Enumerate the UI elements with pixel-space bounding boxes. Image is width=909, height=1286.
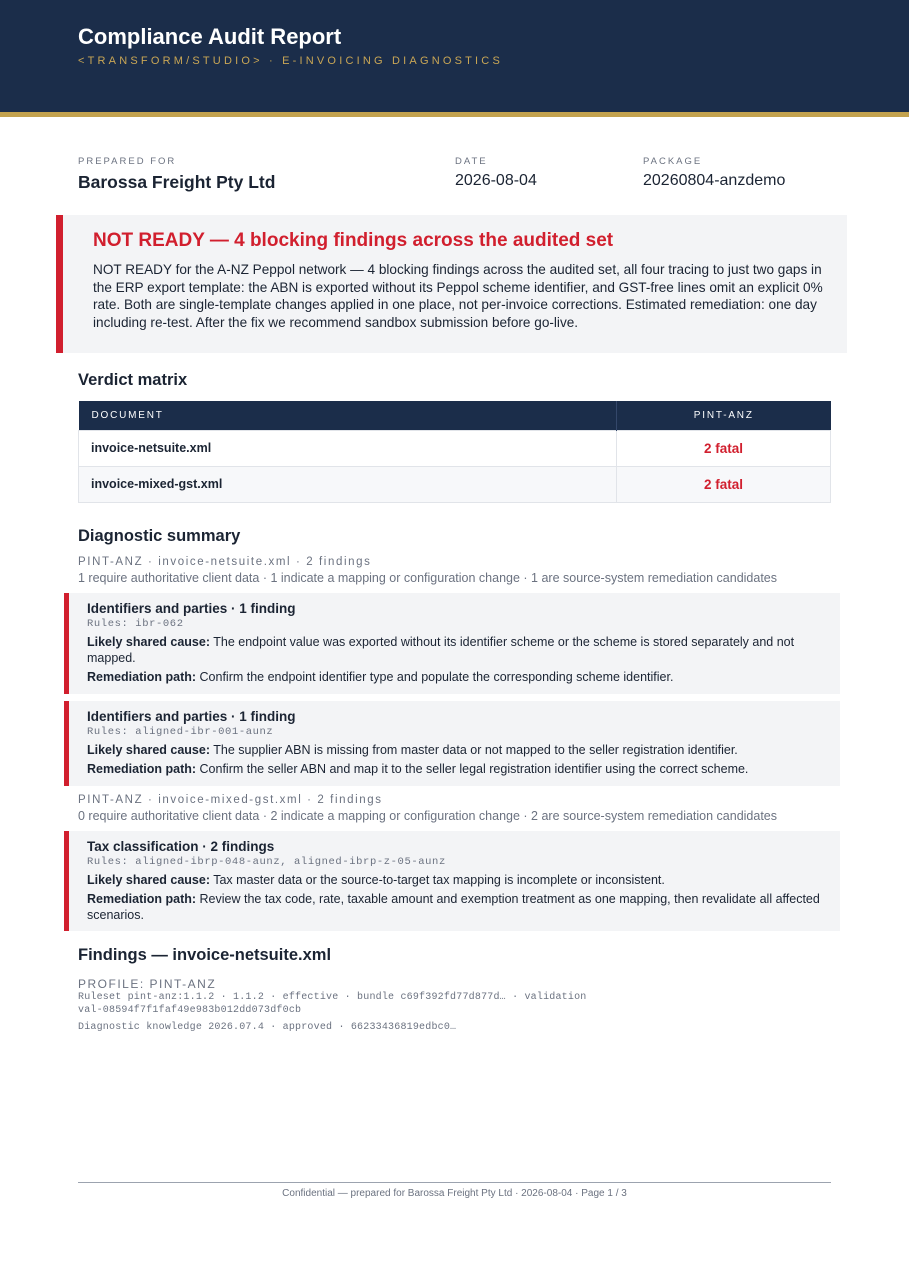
card-title: Tax classification · 2 findings (87, 839, 275, 854)
cause-label: Likely shared cause: (87, 873, 210, 887)
cause-label: Likely shared cause: (87, 635, 210, 649)
cause-text: Tax master data or the source-to-target tax mapping is incomplete or inconsistent. (213, 873, 665, 887)
remediation-text: Confirm the endpoint identifier type and populate the corresponding scheme identifier. (199, 670, 674, 684)
package-label: PACKAGE (643, 156, 703, 167)
card-cause (87, 872, 826, 888)
table-row (79, 466, 831, 502)
cause-label: Likely shared cause: (87, 743, 210, 757)
findings-heading: Findings — invoice-netsuite.xml (78, 946, 332, 964)
card-cause (87, 634, 826, 666)
status-cell: 2 fatal (617, 466, 831, 502)
verdict-text: NOT READY for the A-NZ Peppol network — 4 blocking findings across the audited set, all four tracing to just two gaps in the ERP export template: the ABN is exported without its Peppol scheme identifier, and GST-free lines omit an explicit 0% rate. Both are single-template changes applied in one place, not per-invoice corrections. Estimated remediation: one day including re-test. After the fix we recommend sandbox submission before go-live. (93, 262, 823, 330)
knowledge-line: Diagnostic knowledge 2026.07.4 · approved · 66233436819edbc0… (78, 1022, 457, 1033)
package-id: 20260804-anzdemo (643, 172, 786, 189)
card-remediation (87, 669, 826, 685)
card-remediation (87, 891, 826, 923)
card-cause (87, 742, 826, 758)
status-cell: 2 fatal (617, 430, 831, 466)
remediation-text: Review the tax code, rate, taxable amount and exemption treatment as one mapping, then revalidate all affected scenarios. (87, 892, 820, 922)
document-cell: invoice-mixed-gst.xml (79, 466, 617, 502)
diagnostic-card (64, 831, 840, 931)
date-label: DATE (455, 156, 488, 167)
prepared-for-label: PREPARED FOR (78, 156, 177, 167)
ruleset-line: Ruleset pint-anz:1.1.2 · 1.1.2 · effective · bundle c69f392fd77d877d… · validation (78, 992, 587, 1003)
client-name: Barossa Freight Pty Ltd (78, 172, 276, 192)
remediation-label: Remediation path: (87, 762, 197, 776)
remediation-text: Confirm the seller ABN and map it to the seller legal registration identifier using the correct scheme. (199, 762, 749, 776)
profile-label: PROFILE: PINT-ANZ (78, 977, 217, 991)
table-row (79, 430, 831, 466)
report-title: Compliance Audit Report (78, 24, 342, 49)
verdict-matrix-table (78, 401, 831, 503)
page-footer: Confidential — prepared for Barossa Freight Pty Ltd · 2026-08-04 · Page 1 / 3 (282, 1188, 627, 1199)
report-subtitle: <TRANSFORM/STUDIO> · E-INVOICING DIAGNOSTICS (78, 55, 503, 67)
group-summary: 1 require authoritative client data · 1 indicate a mapping or configuration change · 1 are source-system remediation candidates (78, 571, 778, 585)
footer-divider (78, 1182, 831, 1183)
group-heading: PINT-ANZ · invoice-netsuite.xml · 2 findings (78, 556, 372, 568)
group-heading: PINT-ANZ · invoice-mixed-gst.xml · 2 findings (78, 794, 383, 806)
diagnostic-card (64, 701, 840, 786)
cause-text: The supplier ABN is missing from master data or not mapped to the seller registration identifier. (213, 743, 738, 757)
card-title: Identifiers and parties · 1 finding (87, 601, 296, 616)
card-title: Identifiers and parties · 1 finding (87, 709, 296, 724)
card-rules: Rules: aligned-ibr-001-aunz (87, 726, 274, 738)
validation-id-line: val-08594f7f1faf49e983b012dd073df0cb (78, 1005, 302, 1016)
card-rules: Rules: ibr-062 (87, 618, 184, 630)
report-date: 2026-08-04 (455, 172, 537, 189)
verdict-matrix-heading: Verdict matrix (78, 371, 188, 389)
diagnostic-summary-heading: Diagnostic summary (78, 527, 241, 545)
column-header-document: DOCUMENT (79, 401, 617, 430)
cause-text: The endpoint value was exported without its identifier scheme or the scheme is stored separately and not mapped. (87, 635, 795, 665)
verdict-callout (56, 215, 847, 353)
remediation-label: Remediation path: (87, 892, 197, 906)
header-gold-rule (0, 112, 909, 117)
card-rules: Rules: aligned-ibrp-048-aunz, aligned-ibrp-z-05-aunz (87, 856, 446, 868)
diagnostic-card (64, 593, 840, 694)
column-header-profile: PINT-ANZ (617, 401, 831, 430)
group-summary: 0 require authoritative client data · 2 indicate a mapping or configuration change · 2 are source-system remediation candidates (78, 809, 778, 823)
card-remediation (87, 761, 826, 777)
document-cell: invoice-netsuite.xml (79, 430, 617, 466)
remediation-label: Remediation path: (87, 670, 197, 684)
verdict-title: NOT READY — 4 blocking findings across the audited set (93, 230, 614, 251)
